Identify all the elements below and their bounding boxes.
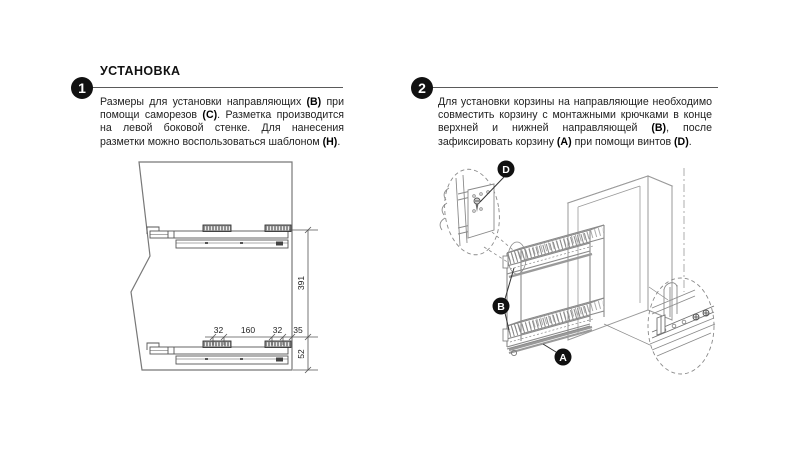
body-text: .: [688, 135, 692, 148]
section-1-rule: [82, 87, 343, 88]
basket-installation-diagram: [420, 150, 790, 435]
body-text: при помощи саморезов: [100, 96, 344, 122]
body-text: Размеры для установки направляющих: [100, 96, 307, 108]
ref-H: (H): [322, 135, 338, 148]
label-D: D: [502, 163, 510, 176]
dim-35: 35: [293, 325, 303, 335]
cabinet-outline: [568, 168, 684, 340]
section-2-number-badge: 2: [411, 77, 433, 99]
ref-B: (B): [306, 96, 322, 108]
label-A: A: [559, 351, 567, 364]
section-2-body: [438, 96, 712, 149]
section-1-number-badge: 1: [71, 77, 93, 99]
section-1-body: [100, 96, 344, 149]
panel-drilling-diagram: [100, 155, 360, 385]
detail-callout-screw: [439, 163, 513, 263]
ref-B: (B): [651, 122, 667, 135]
dim-32-left: 32: [213, 325, 224, 335]
ref-D: (D): [674, 135, 689, 148]
dim-32-right: 32: [272, 325, 283, 335]
body-text: , после зафиксировать корзину: [438, 122, 712, 148]
body-text: .: [337, 135, 341, 148]
section-1-heading: УСТАНОВКА: [100, 64, 181, 78]
body-text: Для установки корзины на направляющие необходимо совместить корзину с монтажными крючками в конце верхней и нижней направляющей: [438, 96, 712, 135]
body-text: при помощи винтов: [571, 135, 675, 148]
ref-A: (A): [556, 135, 572, 148]
dim-391: 391: [296, 275, 306, 291]
label-B: B: [497, 300, 505, 313]
section-2-rule: [422, 87, 718, 88]
dim-160: 160: [240, 325, 256, 335]
body-text: . Разметка производится на левой боковой стенке. Для нанесения разметки можно воспользоваться шаблоном: [100, 109, 344, 148]
ref-C: (C): [202, 109, 218, 122]
dim-52: 52: [296, 349, 306, 359]
